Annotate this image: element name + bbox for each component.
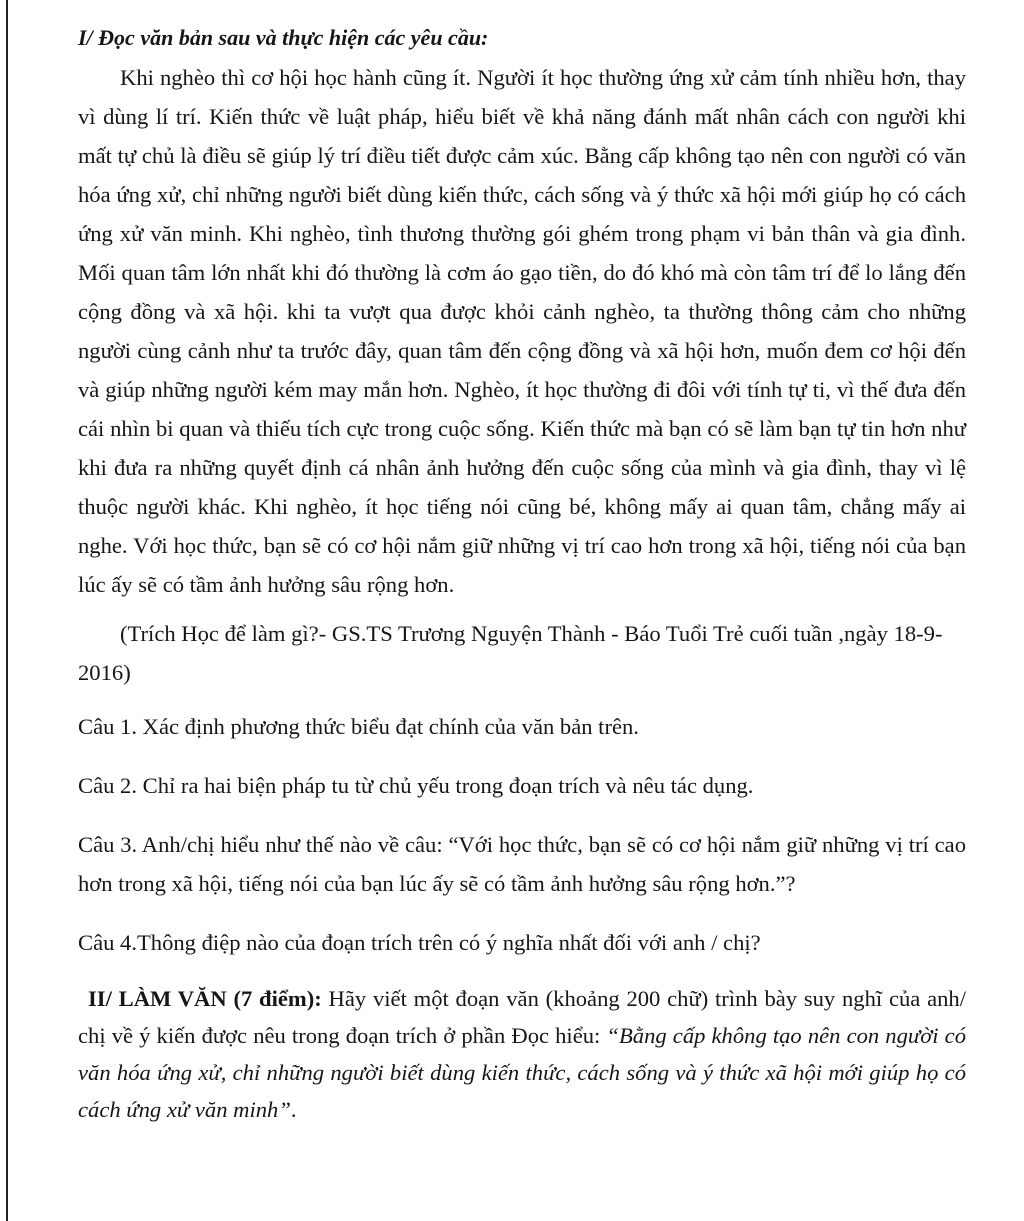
question-1: Câu 1. Xác định phương thức biểu đạt chính của văn bản trên. (78, 714, 639, 739)
question-4: Câu 4.Thông điệp nào của đoạn trích trên có ý nghĩa nhất đối với anh / chị? (78, 930, 761, 955)
reading-passage: Khi nghèo thì cơ hội học hành cũng ít. Người ít học thường ứng xử cảm tính nhiều hơn, thay vì dùng lí trí. Kiến thức về luật pháp, hiểu biết về khả năng đánh mất nhân cách con người khi mất tự chủ là điều sẽ giúp lý trí điều tiết được cảm xúc. Bằng cấp không tạo nên con người có văn hóa ứng xử, chỉ những người biết dùng kiến thức, cách sống và ý thức xã hội mới giúp họ có cách ứng xử văn minh. Khi nghèo, tình thương thường gói ghém trong phạm vi bản thân và gia đình. Mối quan tâm lớn nhất khi đó thường là cơm áo gạo tiền, do đó khó mà còn tâm trí để lo lắng đến cộng đồng và xã hội. khi ta vượt qua được khỏi cảnh nghèo, ta thường thông cảm cho những người cùng cảnh như ta trước đây, quan tâm đến cộng đồng và xã hội hơn, muốn đem cơ hội đến và giúp những người kém may mắn hơn. Nghèo, ít học thường đi đôi với tính tự ti, vì thế đưa đến cái nhìn bi quan và thiếu tích cực trong cuộc sống. Kiến thức mà bạn có sẽ làm bạn tự tin hơn như khi đưa ra những quyết định cá nhân ảnh hưởng đến cuộc sống của mình và gia đình, thay vì lệ thuộc người khác. Khi nghèo, ít học tiếng nói cũng bé, không mấy ai quan tâm, chẳng mấy ai nghe. Với học thức, bạn sẽ có cơ hội nắm giữ những vị trí cao hơn trong xã hội, tiếng nói của bạn lúc ấy sẽ có tầm ảnh hưởng sâu rộng hơn. (78, 65, 966, 597)
part2-label: II/ LÀM VĂN (7 điểm): (88, 986, 322, 1011)
part2-prompt-text: Hãy viết một đoạn văn (khoảng 200 chữ) trình bày suy nghĩ của anh/ chị về ý kiến được nêu trong đoạn trích ở phần Đọc hiểu: (78, 986, 966, 1048)
part2-quoted-opinion: “Bằng cấp không tạo nên con người có văn hóa ứng xử, chỉ những người biết dùng kiến thức, cách sống và ý thức xã hội mới giúp họ có cách ứng xử văn minh” (78, 1023, 966, 1122)
part2-ending: . (290, 1097, 297, 1122)
part1-heading: I/ Đọc văn bản sau và thực hiện các yêu cầu: (78, 25, 489, 50)
question-3: Câu 3. Anh/chị hiểu như thế nào về câu: “Với học thức, bạn sẽ có cơ hội nắm giữ những vị trí cao hơn trong xã hội, tiếng nói của bạn lúc ấy sẽ có tầm ảnh hưởng sâu rộng hơn.”? (78, 832, 966, 896)
part2-essay-prompt (78, 980, 966, 1128)
passage-citation: (Trích Học để làm gì?- GS.TS Trương Nguyện Thành - Báo Tuổi Trẻ cuối tuần ,ngày 18-9-2016) (78, 621, 943, 685)
question-2: Câu 2. Chỉ ra hai biện pháp tu từ chủ yếu trong đoạn trích và nêu tác dụng. (78, 773, 754, 798)
